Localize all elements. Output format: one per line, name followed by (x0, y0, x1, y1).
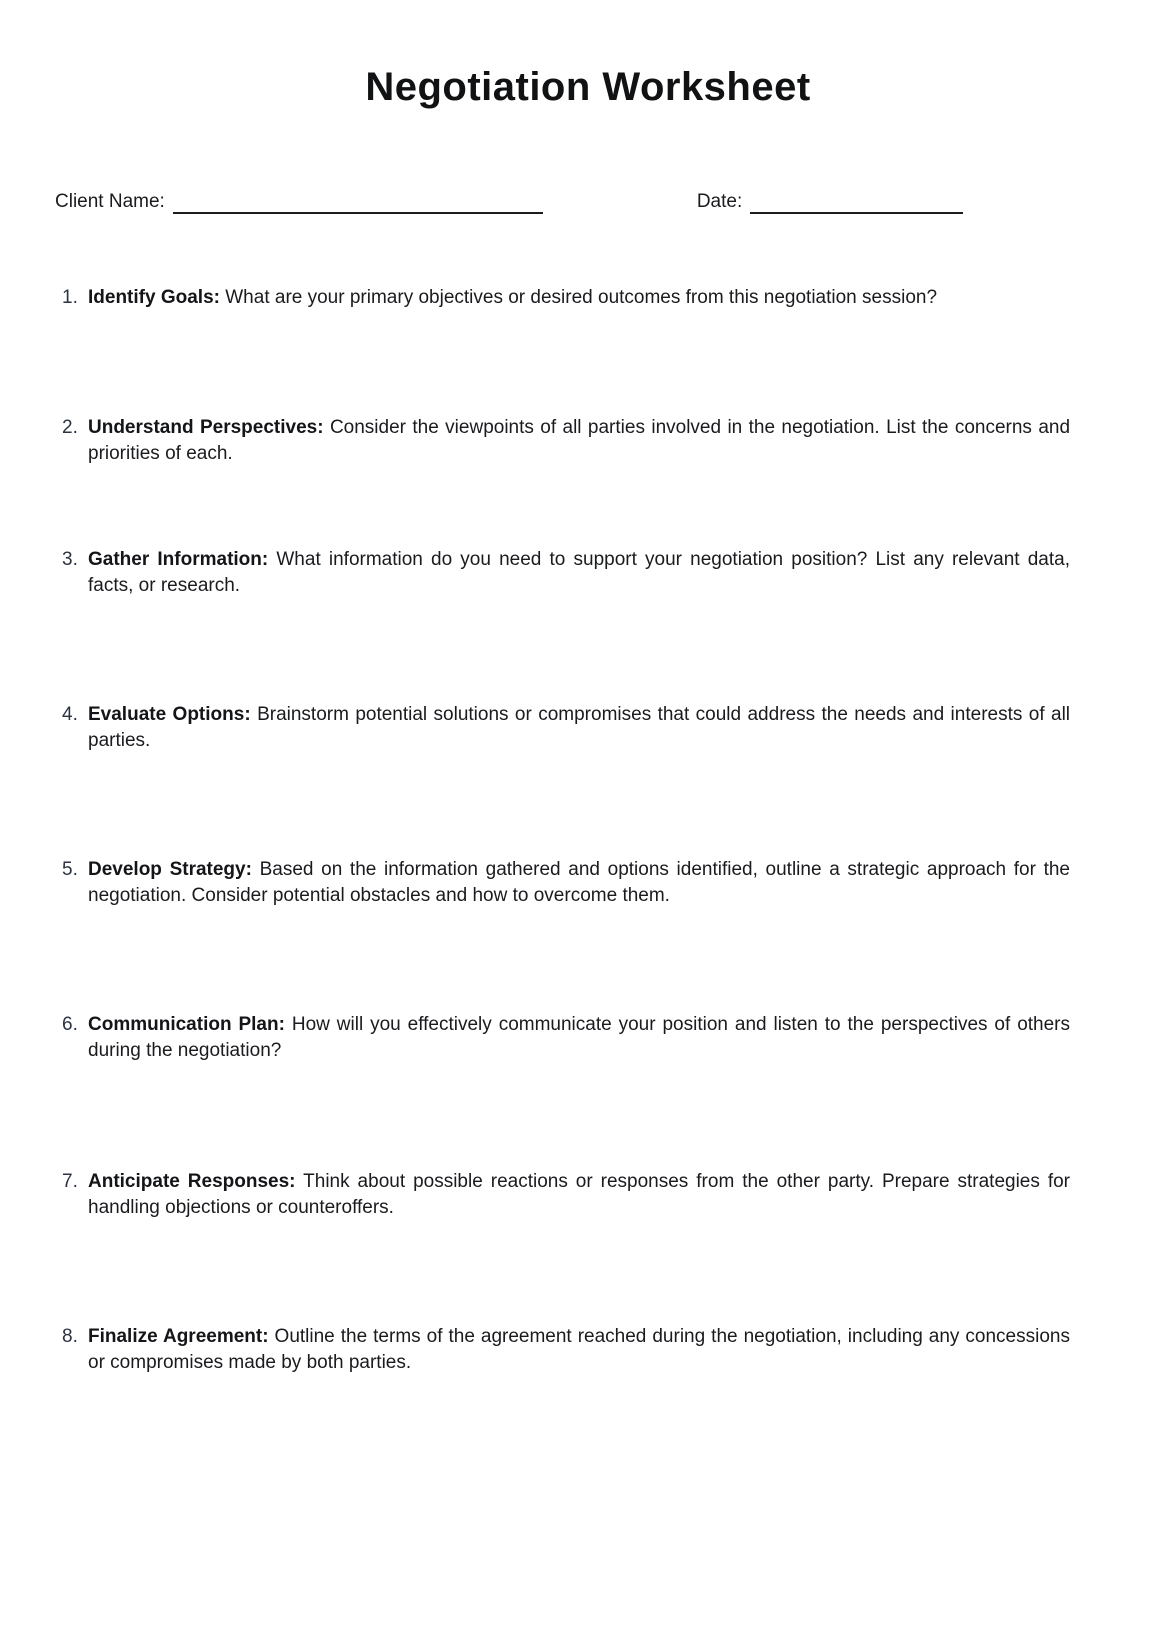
item-number: 4. (62, 704, 78, 725)
item-description: How will you effectively communicate your position and listen to the perspectives of others during the negotiation? (88, 1014, 1071, 1061)
item-description: What are your primary objectives or desired outcomes from this negotiation session? (225, 287, 938, 308)
item-description: Think about possible reactions or responses from the other party. Prepare strategies for handling objections or counteroffers. (88, 1171, 1071, 1218)
item-label: Evaluate Options: (88, 704, 251, 725)
worksheet-item-identify-goals (62, 285, 1070, 311)
item-label: Understand Perspectives: (88, 417, 324, 438)
item-label: Gather Information: (88, 549, 269, 570)
date-label: Date: (696, 191, 743, 212)
item-description: Consider the viewpoints of all parties involved in the negotiation. List the concerns and priorities of each. (88, 417, 1071, 464)
worksheet-item-anticipate-responses (62, 1169, 1070, 1221)
worksheet-item-communication-plan (62, 1012, 1070, 1064)
client-name-field-group (55, 190, 543, 214)
page-title: Negotiation Worksheet (365, 65, 811, 109)
item-label: Finalize Agreement: (88, 1326, 269, 1347)
item-number: 8. (62, 1326, 78, 1347)
item-number: 2. (62, 417, 78, 438)
item-number: 1. (62, 287, 78, 308)
client-name-blank-line[interactable] (173, 192, 543, 214)
item-label: Communication Plan: (88, 1014, 285, 1035)
item-text (88, 547, 1070, 599)
worksheet-item-finalize-agreement (62, 1324, 1070, 1376)
item-text (88, 702, 1070, 754)
date-blank-line[interactable] (750, 192, 963, 214)
item-label: Develop Strategy: (88, 859, 252, 880)
item-text (88, 415, 1070, 467)
item-text (88, 285, 1070, 311)
item-description: Based on the information gathered and options identified, outline a strategic approach for the negotiation. Consider potential obstacles and how to overcome them. (88, 859, 1071, 906)
item-text (88, 1169, 1070, 1221)
worksheet-item-develop-strategy (62, 857, 1070, 909)
worksheet-item-evaluate-options (62, 702, 1070, 754)
item-number: 3. (62, 549, 78, 570)
item-text (88, 1324, 1070, 1376)
item-number: 6. (62, 1014, 78, 1035)
item-label: Identify Goals: (88, 287, 220, 308)
item-description: Brainstorm potential solutions or compromises that could address the needs and interests of all parties. (88, 704, 1071, 751)
item-label: Anticipate Responses: (88, 1171, 296, 1192)
item-text (88, 1012, 1070, 1064)
item-text (88, 857, 1070, 909)
item-description: Outline the terms of the agreement reached during the negotiation, including any concessions or compromises made by both parties. (88, 1326, 1070, 1373)
item-description: What information do you need to support your negotiation position? List any relevant data, facts, or research. (88, 549, 1070, 596)
worksheet-item-understand-perspectives (62, 415, 1070, 467)
item-number: 5. (62, 859, 78, 880)
worksheet-items-list (62, 285, 1070, 1376)
date-field-group (697, 190, 963, 214)
worksheet-item-gather-information (62, 547, 1070, 599)
item-number: 7. (62, 1171, 78, 1192)
client-name-label: Client Name: (55, 191, 165, 212)
header-fields-row (55, 190, 1070, 214)
